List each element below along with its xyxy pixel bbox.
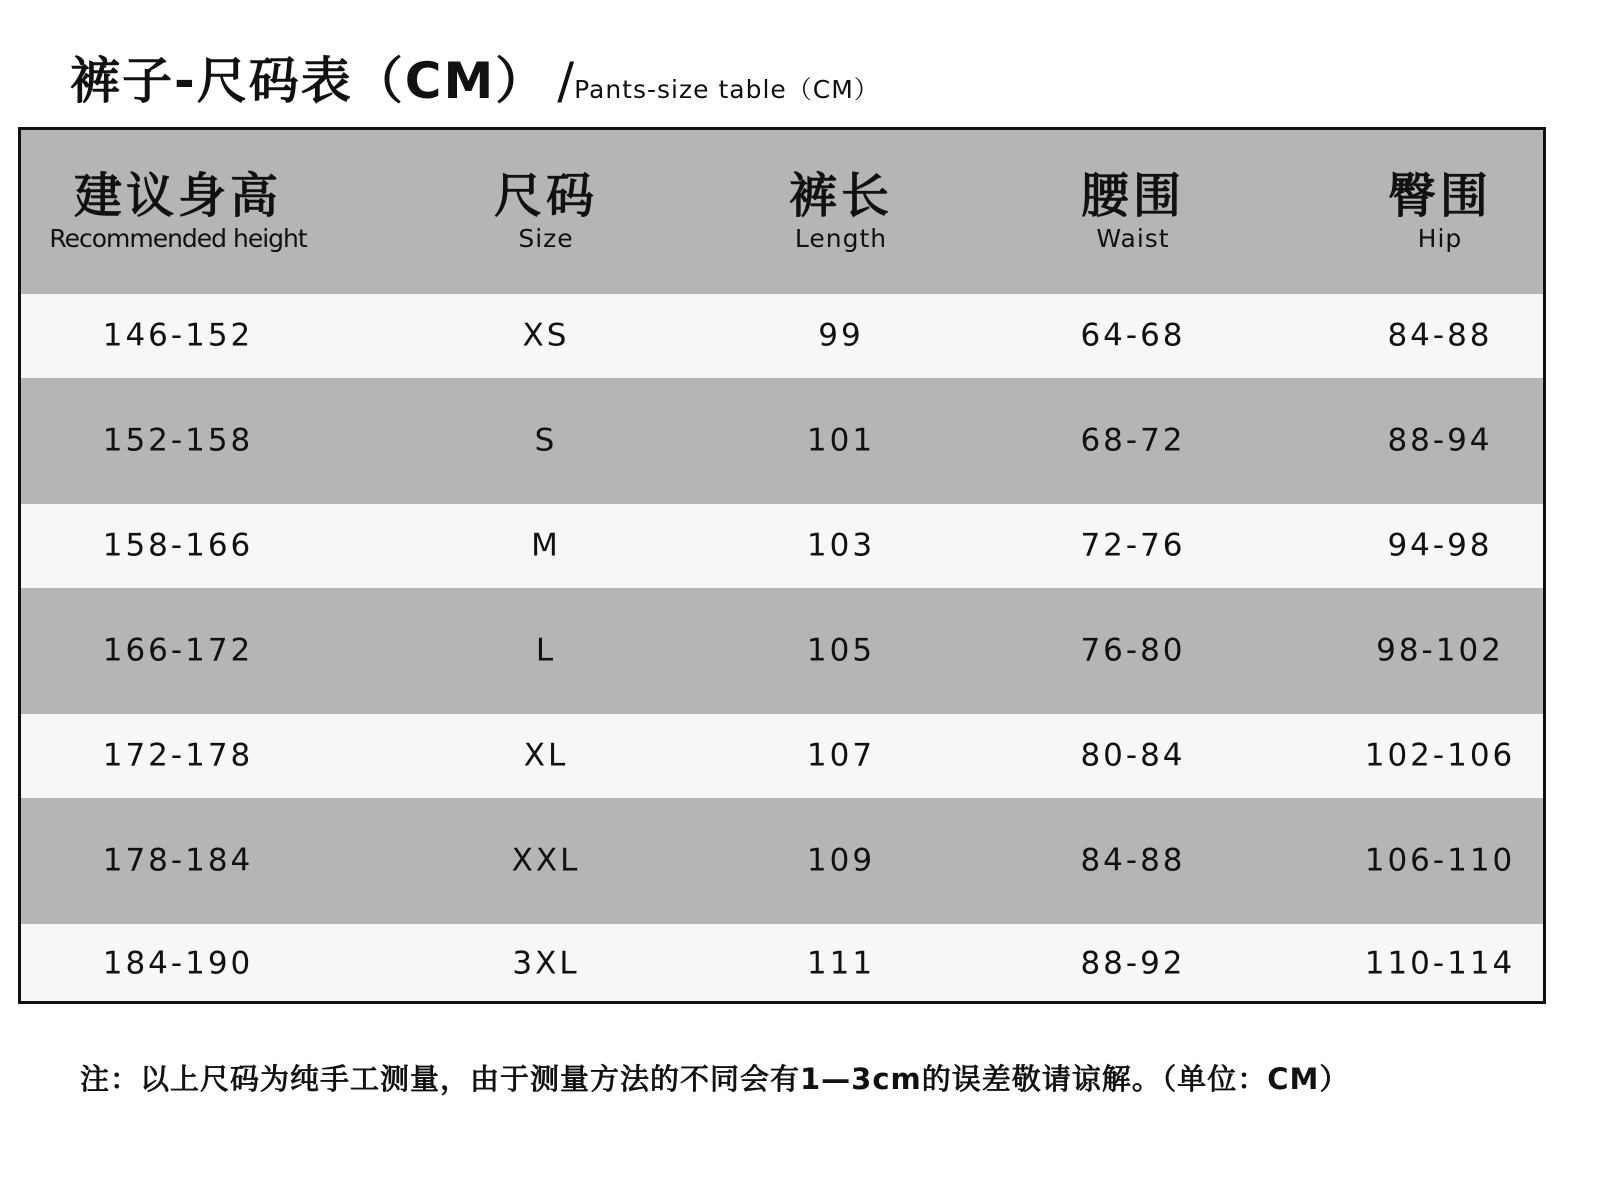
cell-size: 3XL <box>512 945 580 982</box>
cell-hip: 94-98 <box>1387 527 1493 564</box>
header-label-en: Waist <box>1096 224 1170 253</box>
header-label-cn: 腰围 <box>1080 168 1186 224</box>
header-label-en: Recommended height <box>49 224 307 253</box>
cell-height: 178-184 <box>102 842 254 879</box>
header-label-en: Length <box>794 224 888 253</box>
cell-height: 146-152 <box>102 317 254 354</box>
cell-waist: 84-88 <box>1080 842 1186 879</box>
cell-hip: 106-110 <box>1364 842 1516 879</box>
title-english: Pants-size table（CM） <box>574 75 880 104</box>
cell-length: 99 <box>818 317 864 354</box>
cell-length: 105 <box>806 632 876 669</box>
header-hip <box>1388 168 1492 254</box>
cell-hip: 102-106 <box>1364 737 1516 774</box>
cell-waist: 88-92 <box>1080 945 1186 982</box>
header-size <box>494 168 598 254</box>
table-row <box>21 798 1543 924</box>
title-chinese: 裤子-尺码表（CM） <box>70 52 548 110</box>
header-label-cn: 建议身高 <box>73 168 283 224</box>
cell-length: 109 <box>806 842 876 879</box>
cell-length: 103 <box>806 527 876 564</box>
cell-waist: 76-80 <box>1080 632 1186 669</box>
cell-height: 166-172 <box>102 632 254 669</box>
table-row <box>21 504 1543 588</box>
cell-length: 107 <box>806 737 876 774</box>
cell-height: 172-178 <box>102 737 254 774</box>
cell-waist: 68-72 <box>1080 422 1186 459</box>
cell-size: XS <box>522 317 570 354</box>
header-recommended-height <box>49 168 306 254</box>
cell-waist: 80-84 <box>1080 737 1186 774</box>
cell-hip: 84-88 <box>1387 317 1493 354</box>
header-waist <box>1081 168 1185 254</box>
header-label-en: Hip <box>1417 224 1463 253</box>
table-row <box>21 714 1543 798</box>
measurement-note: 注：以上尺码为纯手工测量，由于测量方法的不同会有1—3cm的误差敬请谅解。（单位：CM） <box>80 1062 1350 1096</box>
table-row <box>21 294 1543 378</box>
cell-hip: 110-114 <box>1364 945 1516 982</box>
cell-size: L <box>535 632 557 669</box>
cell-size: S <box>534 422 558 459</box>
cell-hip: 98-102 <box>1376 632 1504 669</box>
header-label-en: Size <box>518 224 574 253</box>
table-header-row <box>21 130 1543 294</box>
cell-size: XL <box>523 737 569 774</box>
size-table <box>18 127 1546 1004</box>
table-row <box>21 924 1543 1004</box>
cell-size: M <box>531 527 561 564</box>
cell-hip: 88-94 <box>1387 422 1493 459</box>
cell-waist: 72-76 <box>1080 527 1186 564</box>
cell-height: 152-158 <box>102 422 254 459</box>
cell-waist: 64-68 <box>1080 317 1186 354</box>
cell-size: XXL <box>511 842 581 879</box>
cell-length: 101 <box>806 422 876 459</box>
header-label-cn: 尺码 <box>493 168 599 224</box>
table-row <box>21 378 1543 504</box>
cell-length: 111 <box>806 945 876 982</box>
page-title <box>70 52 880 110</box>
header-length <box>789 168 893 254</box>
header-label-cn: 臀围 <box>1387 168 1493 224</box>
cell-height: 184-190 <box>102 945 254 982</box>
title-slash: / <box>557 52 575 110</box>
header-label-cn: 裤长 <box>788 168 894 224</box>
cell-height: 158-166 <box>102 527 254 564</box>
table-row <box>21 588 1543 714</box>
